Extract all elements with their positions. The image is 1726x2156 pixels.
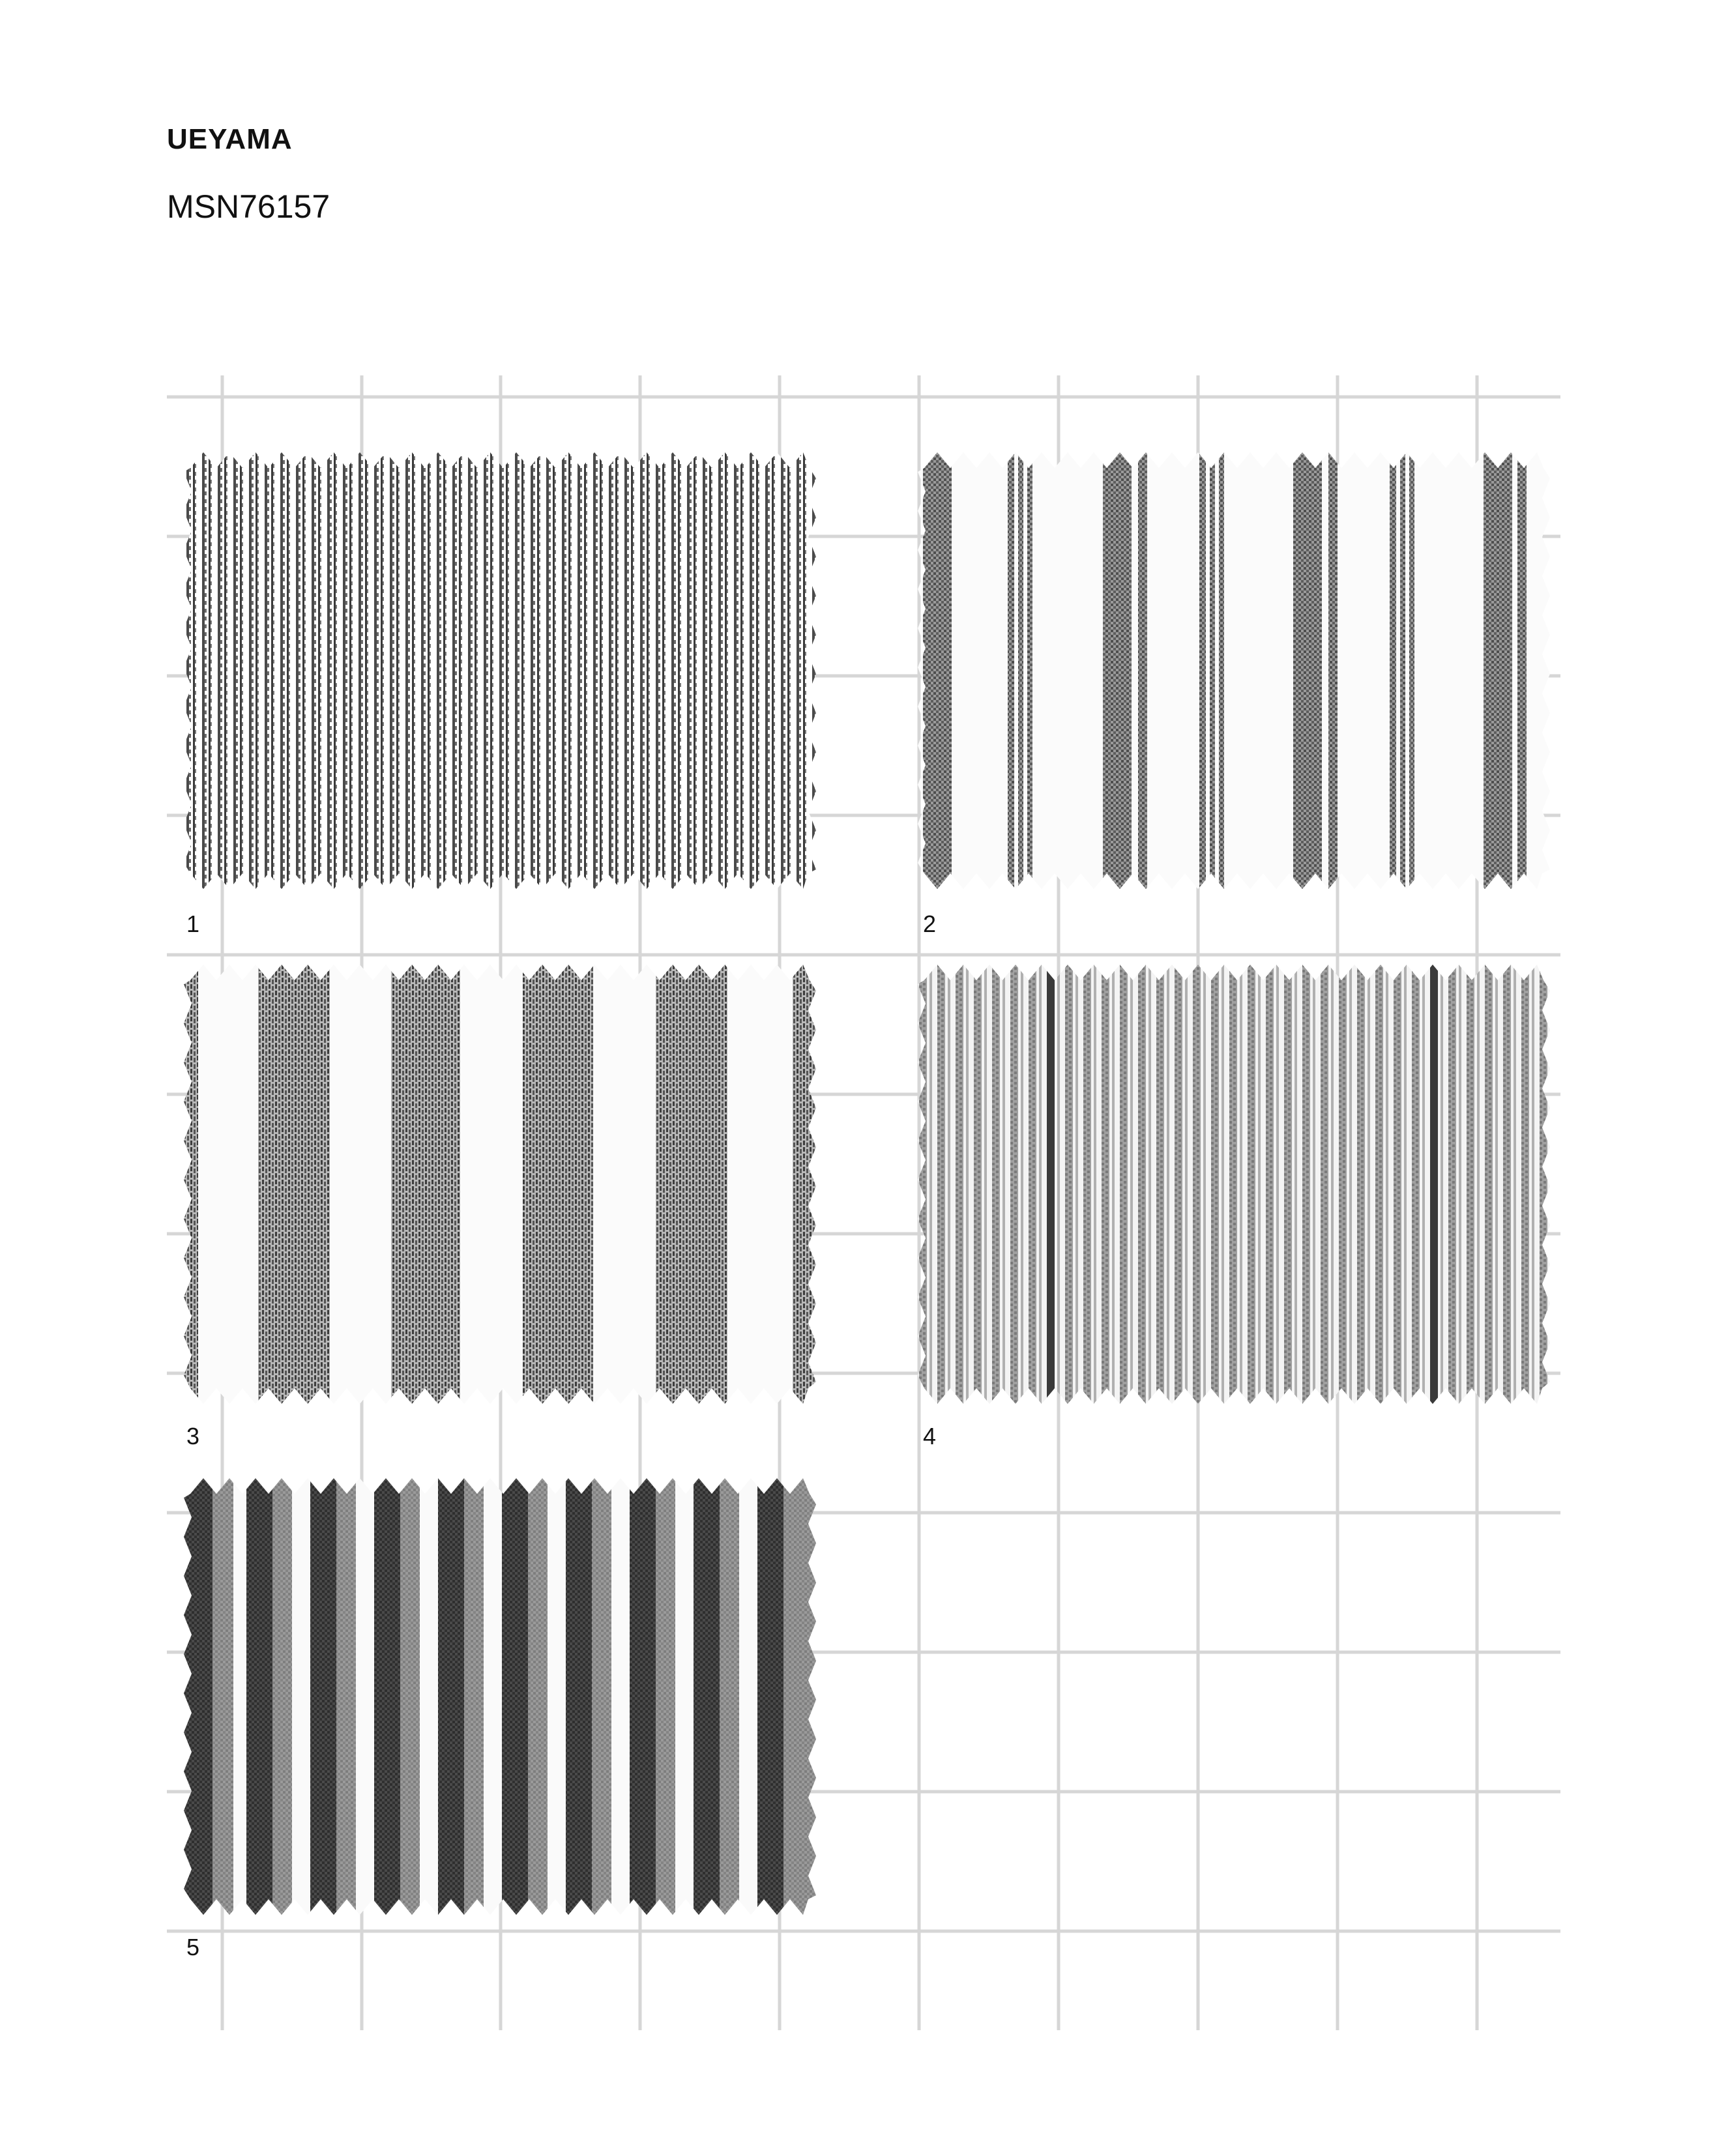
swatch-label-1: 1 [186, 910, 200, 937]
fabric-swatch-4-image [918, 965, 1550, 1404]
swatch-label-2: 2 [923, 910, 937, 937]
swatch-label-4: 4 [923, 1423, 937, 1449]
fabric-swatch-5-image [184, 1478, 816, 1915]
swatch-label-3: 3 [186, 1423, 200, 1449]
fabric-swatch-1-image [184, 452, 816, 889]
brand-name: UEYAMA [167, 123, 293, 155]
product-code: MSN76157 [167, 188, 330, 225]
fabric-swatch-2-image [918, 452, 1550, 889]
fabric-swatch-4 [918, 965, 1550, 1404]
fabric-swatch-5 [184, 1478, 816, 1915]
fabric-swatch-1 [184, 452, 816, 889]
fabric-swatch-3 [184, 965, 816, 1404]
fabric-swatch-2 [918, 452, 1550, 889]
swatch-label-5: 5 [186, 1934, 200, 1960]
fabric-swatch-3-image [184, 965, 816, 1404]
